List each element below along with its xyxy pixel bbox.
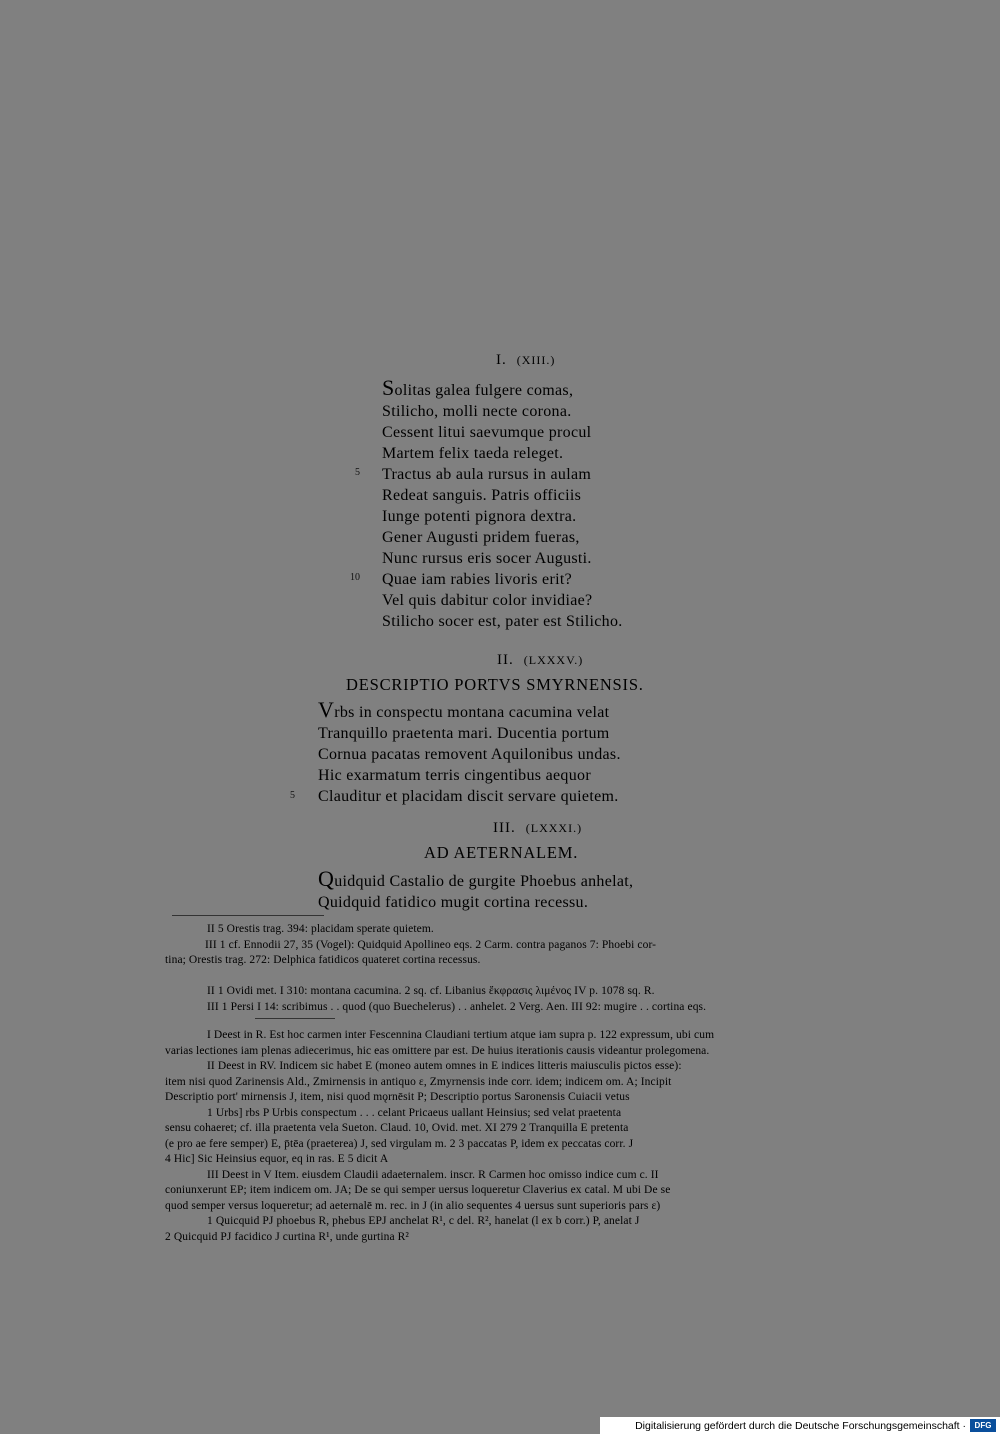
verse-line: Quidquid fatidico mugit cortina recessu.	[318, 894, 589, 911]
verse-line: Clauditur et placidam discit servare quietem.	[318, 788, 619, 805]
poem-2-heading	[497, 652, 583, 669]
apparatus-line: I Deest in R. Est hoc carmen inter Fescennina Claudiani tertium atque iam supra p. 122 expressum, ubi cum	[207, 1029, 715, 1041]
footnote-rule	[172, 915, 324, 916]
poem-2-title: DESCRIPTIO PORTVS SMYRNENSIS.	[346, 675, 644, 694]
footnote-line: II 1 Ovidi met. I 310: montana cacumina. 2 sq. cf. Libanius ἔκφρασις λιμένος IV p. 1078 sq. R.	[207, 985, 655, 997]
poem-3-verses	[318, 868, 633, 913]
verse-line: Stilicho socer est, pater est Stilicho.	[382, 613, 623, 630]
verse-line: Cessent litui saevumque procul	[382, 424, 592, 441]
verse-line: Hic exarmatum terris cingentibus aequor	[318, 767, 591, 784]
verse-line	[318, 699, 621, 723]
verse-text: olitas galea fulgere comas,	[394, 382, 574, 399]
apparatus-line: item nisi quod Zarinensis Ald., Zmirnensis in antiquo ε, Zmyrnensis inde corr. idem; indicem om. A; Incipit	[165, 1075, 672, 1088]
poem-1-numeral: I.	[496, 352, 507, 368]
apparatus-line: III Deest in V Item. eiusdem Claudii adaeternalem. inscr. R Carmen hoc omisso indice cum c. II	[207, 1168, 659, 1181]
apparatus-line: coniunxerunt EP; item indicem om. JA; De se qui semper uersus loqueretur Claverius ex catal. M ubi De se	[165, 1184, 671, 1196]
verse-initial: Q	[318, 866, 335, 891]
funding-text: Digitalisierung gefördert durch die Deutsche Forschungsgemeinschaft ·	[635, 1419, 966, 1432]
footnote-line: III 1 Persi I 14: scribimus . . quod (quo Buechelerus) . . anhelet. 2 Verg. Aen. III 92: mugire . . cortina eqs.	[207, 1000, 707, 1013]
verse-initial: S	[382, 375, 395, 400]
dfg-logo-icon: DFG	[970, 1419, 996, 1432]
verse-line: Martem felix taeda releget.	[382, 445, 564, 462]
footnote-line: III 1 cf. Ennodii 27, 35 (Vogel): Quidquid Apollineo eqs. 2 Carm. contra paganos 7: Phoebi cor-	[205, 938, 657, 951]
apparatus-line: quod semper versus loqueretur; ad aeternalē m. rec. in J (in alio sequentes 4 uersus sunt superioris pars ε)	[165, 1199, 661, 1212]
apparatus-line: 2 Quicquid PJ facidico J curtina R¹, unde gurtina R²	[165, 1230, 409, 1243]
footnotes-parallels	[207, 984, 706, 1015]
verse-line: Nunc rursus eris socer Augusti.	[382, 550, 592, 567]
poem-3-heading	[493, 820, 582, 837]
verse-line: Stilicho, molli necte corona.	[382, 403, 572, 420]
line-number: 5	[290, 790, 295, 801]
verse-line	[382, 377, 623, 401]
verse-line: Tractus ab aula rursus in aulam	[382, 466, 592, 483]
poem-1-heading	[496, 352, 555, 369]
verse-line: Gener Augusti pridem fueras,	[382, 529, 580, 546]
footnote-line: tina; Orestis trag. 272: Delphica fatidicos quateret cortina recessus.	[165, 954, 481, 966]
line-number: 5	[355, 467, 360, 478]
poem-3-numeral: III.	[493, 820, 516, 836]
poem-3-title: AD AETERNALEM.	[424, 843, 579, 862]
apparatus-line: 1 Urbs] rbs P Urbis conspectum . . . celant Pricaeus uallant Heinsius; sed velat praetenta	[207, 1106, 622, 1119]
verse-line: Vel quis dabitur color invidiae?	[382, 592, 593, 609]
funding-footer	[600, 1417, 1000, 1434]
apparatus-line: II Deest in RV. Indicem sic habet E (moneo autem omnes in E indices litteris maiusculis pictos esse):	[207, 1060, 682, 1072]
poem-3-ref: (LXXXI.)	[525, 821, 583, 835]
verse-text: rbs in conspectu montana cacumina velat	[334, 704, 610, 721]
poem-2-verses	[318, 699, 621, 807]
footnote-line: II 5 Orestis trag. 394: placidam sperate quietem.	[207, 923, 434, 935]
verse-line: Iunge potenti pignora dextra.	[382, 508, 577, 525]
poem-1-verses	[382, 377, 623, 632]
footnote-rule	[255, 1018, 335, 1019]
poem-2-ref: (LXXXV.)	[523, 653, 584, 667]
verse-line: Cornua pacatas removent Aquilonibus undas.	[318, 746, 621, 763]
poem-1-ref: (XIII.)	[516, 353, 556, 367]
apparatus-line: sensu cohaeret; cf. illa praetenta vela Sueton. Claud. 10, Ovid. met. XI 279 2 Tranquilla E pretenta	[165, 1122, 629, 1134]
verse-line	[318, 868, 633, 892]
poem-2-numeral: II.	[497, 652, 514, 668]
verse-line: Quae iam rabies livoris erit?	[382, 571, 572, 588]
critical-apparatus	[165, 1028, 714, 1245]
apparatus-line: Descriptio port' mirnensis J, item, nisi quod mǫrnēsit P; Descriptio portus Saronensis Cuiacii vetus	[165, 1091, 630, 1103]
verse-line: Tranquillo praetenta mari. Ducentia portum	[318, 725, 610, 742]
verse-text: uidquid Castalio de gurgite Phoebus anhelat,	[334, 873, 634, 890]
footnotes-sources	[165, 922, 657, 969]
apparatus-line: varias lectiones iam plenas adiecerimus, hic eas omittere par est. De huius iterationis causis videantur prolegomena.	[165, 1044, 710, 1057]
apparatus-line: 4 Hic] Sic Heinsius equor, eq in ras. E 5 dicit A	[165, 1153, 389, 1165]
line-number: 10	[350, 572, 360, 583]
apparatus-line: 1 Quicquid PJ phoebus R, phebus EPJ anchelat R¹, c del. R², hanelat (l ex b corr.) P, anelat J	[207, 1215, 640, 1227]
verse-initial: V	[318, 697, 335, 722]
verse-line: Redeat sanguis. Patris officiis	[382, 487, 582, 504]
apparatus-line: (e pro ae fere semper) E, p̄tēa (praeterea) J, sed virgulam m. 2 3 paccatas P, idem ex peccatas corr. J	[165, 1137, 634, 1150]
